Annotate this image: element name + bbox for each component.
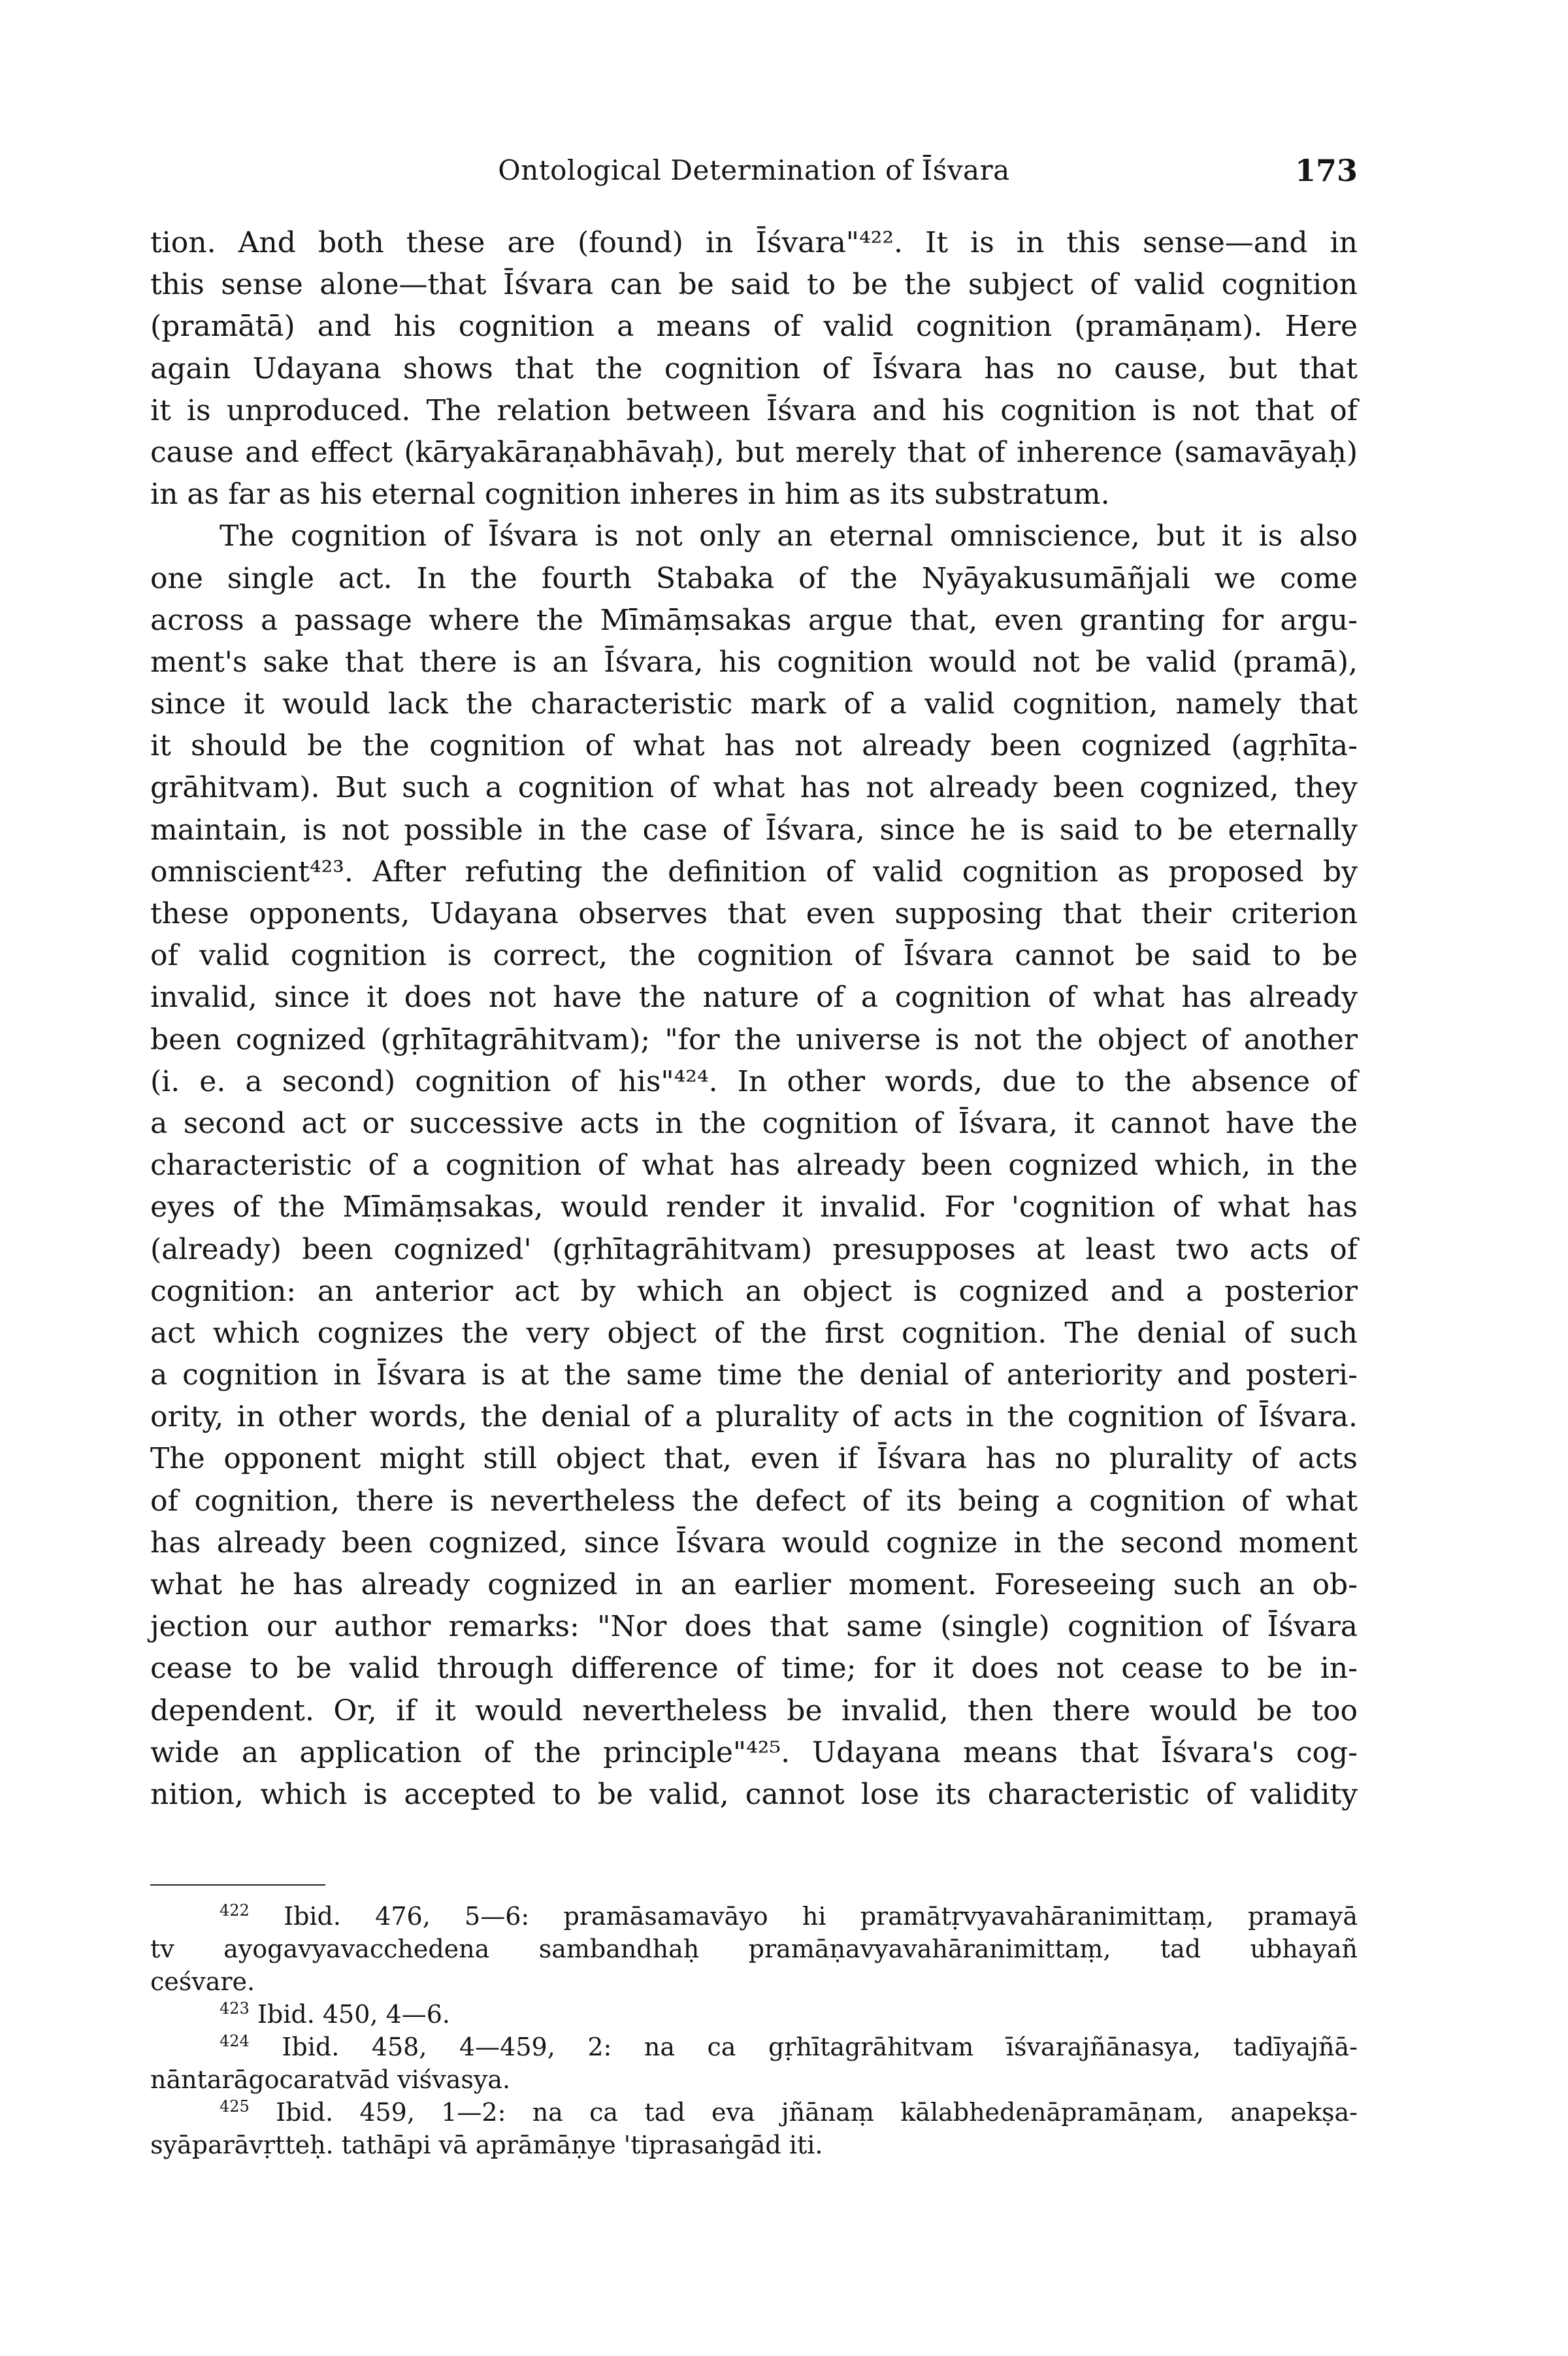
- footnote-number: 424: [220, 2032, 250, 2050]
- body-line: been cognized (gṛhītagrāhitvam); "for the universe is not the object of another: [150, 1023, 1358, 1056]
- body-line: (i. e. a second) cognition of his"⁴²⁴. In other words, due to the absence of: [150, 1064, 1358, 1098]
- footnote-line: Ibid. 459, 1—2: na ca tad eva jñānaṃ kālabhedenāpramāṇam, anapekṣa-: [276, 2098, 1358, 2127]
- body-line: dependent. Or, if it would nevertheless be invalid, then there would be too: [150, 1693, 1358, 1727]
- body-line: of cognition, there is nevertheless the defect of its being a cognition of what: [150, 1484, 1358, 1518]
- footnote-number: 422: [220, 1901, 250, 1920]
- footnote-423: [150, 1998, 1358, 2031]
- body-line: of valid cognition is correct, the cognition of Īśvara cannot be said to be: [150, 939, 1358, 973]
- footnote-line: Ibid. 450, 4—6.: [257, 2000, 450, 2029]
- footnote-line: nāntarāgocaratvād viśvasya.: [150, 2065, 511, 2094]
- body-line: it is unproduced. The relation between Īśvara and his cognition is not that of: [150, 393, 1358, 427]
- body-line: has already been cognized, since Īśvara would cognize in the second moment: [150, 1526, 1358, 1560]
- body-line: a cognition in Īśvara is at the same time the denial of anteriority and posteri-: [150, 1358, 1358, 1392]
- body-line: one single act. In the fourth Stabaka of the Nyāyakusumāñjali we come: [150, 561, 1358, 595]
- body-line: grāhitvam). But such a cognition of what has not already been cognized, they: [150, 771, 1358, 805]
- footnote-number: 423: [220, 1999, 250, 2018]
- footnote-422: [150, 1900, 1358, 1998]
- body-line: nition, which is accepted to be valid, cannot lose its characteristic of validity: [150, 1777, 1358, 1811]
- body-text: [150, 222, 1358, 1816]
- body-line: omniscient⁴²³. After refuting the definition of valid cognition as proposed by: [150, 855, 1358, 889]
- footnote-424: [150, 2031, 1358, 2096]
- body-line: since it would lack the characteristic mark of a valid cognition, namely that: [150, 687, 1358, 721]
- body-line: tion. And both these are (found) in Īśvara"⁴²². It is in this sense—and in: [150, 226, 1358, 259]
- body-line: a second act or successive acts in the cognition of Īśvara, it cannot have the: [150, 1106, 1358, 1140]
- running-header: [150, 148, 1358, 193]
- body-line: jection our author remarks: "Nor does that same (single) cognition of Īśvara: [150, 1610, 1358, 1644]
- body-line: cease to be valid through difference of time; for it does not cease to be in-: [150, 1652, 1358, 1686]
- body-line: wide an application of the principle"⁴²⁵. Udayana means that Īśvara's cog-: [150, 1735, 1358, 1769]
- body-line: (pramātā) and his cognition a means of valid cognition (pramāṇam). Here: [150, 310, 1358, 344]
- body-line: in as far as his eternal cognition inheres in him as its substratum.: [150, 478, 1110, 512]
- page-number: 173: [1294, 153, 1358, 188]
- footnote-number: 425: [220, 2097, 250, 2116]
- body-line: characteristic of a cognition of what has already been cognized which, in the: [150, 1149, 1358, 1183]
- body-line: across a passage where the Mīmāṃsakas argue that, even granting for argu-: [150, 603, 1358, 637]
- running-header-title: Ontological Determination of Īśvara: [498, 154, 1010, 186]
- body-line: these opponents, Udayana observes that even supposing that their criterion: [150, 897, 1358, 930]
- body-line: invalid, since it does not have the nature of a cognition of what has already: [150, 981, 1358, 1015]
- body-line: what he has already cognized in an earlier moment. Foreseeing such an ob-: [150, 1568, 1358, 1601]
- footnotes: [150, 1900, 1358, 2161]
- body-line: it should be the cognition of what has not already been cognized (agṛhīta-: [150, 729, 1358, 763]
- body-line: The cognition of Īśvara is not only an eternal omniscience, but it is also: [220, 519, 1358, 553]
- footnote-separator: [150, 1884, 325, 1886]
- footnote-line: tv ayogavyavacchedena sambandhaḥ pramāṇavyavahāranimittaṃ, tad ubhayañ: [150, 1935, 1358, 1963]
- footnote-425: [150, 2096, 1358, 2161]
- body-line: ority, in other words, the denial of a plurality of acts in the cognition of Īśvara.: [150, 1400, 1358, 1434]
- body-line: cognition: an anterior act by which an object is cognized and a posterior: [150, 1274, 1358, 1308]
- footnote-line: Ibid. 458, 4—459, 2: na ca gṛhītagrāhitvam īśvarajñānasya, tadīyajñā-: [282, 2033, 1358, 2061]
- body-line: this sense alone—that Īśvara can be said to be the subject of valid cognition: [150, 268, 1358, 302]
- body-line: act which cognizes the very object of the first cognition. The denial of such: [150, 1316, 1358, 1350]
- body-line: cause and effect (kāryakāraṇabhāvaḥ), but merely that of inherence (samavāyaḥ): [150, 435, 1358, 469]
- body-line: (already) been cognized' (gṛhītagrāhitvam) presupposes at least two acts of: [150, 1232, 1358, 1266]
- body-line: again Udayana shows that the cognition of Īśvara has no cause, but that: [150, 352, 1358, 385]
- footnote-line: Ibid. 476, 5—6: pramāsamavāyo hi pramātṛvyavahāranimittaṃ, pramayā: [284, 1902, 1358, 1931]
- body-line: ment's sake that there is an Īśvara, his cognition would not be valid (pramā),: [150, 645, 1358, 679]
- body-line: maintain, is not possible in the case of Īśvara, since he is said to be eternally: [150, 813, 1358, 847]
- footnote-line: ceśvare.: [150, 1967, 255, 1996]
- body-line: The opponent might still object that, even if Īśvara has no plurality of acts: [150, 1442, 1358, 1476]
- footnote-line: syāparāvṛtteḥ. tathāpi vā aprāmāṇye 'tiprasaṅgād iti.: [150, 2131, 823, 2159]
- body-line: eyes of the Mīmāṃsakas, would render it invalid. For 'cognition of what has: [150, 1190, 1358, 1224]
